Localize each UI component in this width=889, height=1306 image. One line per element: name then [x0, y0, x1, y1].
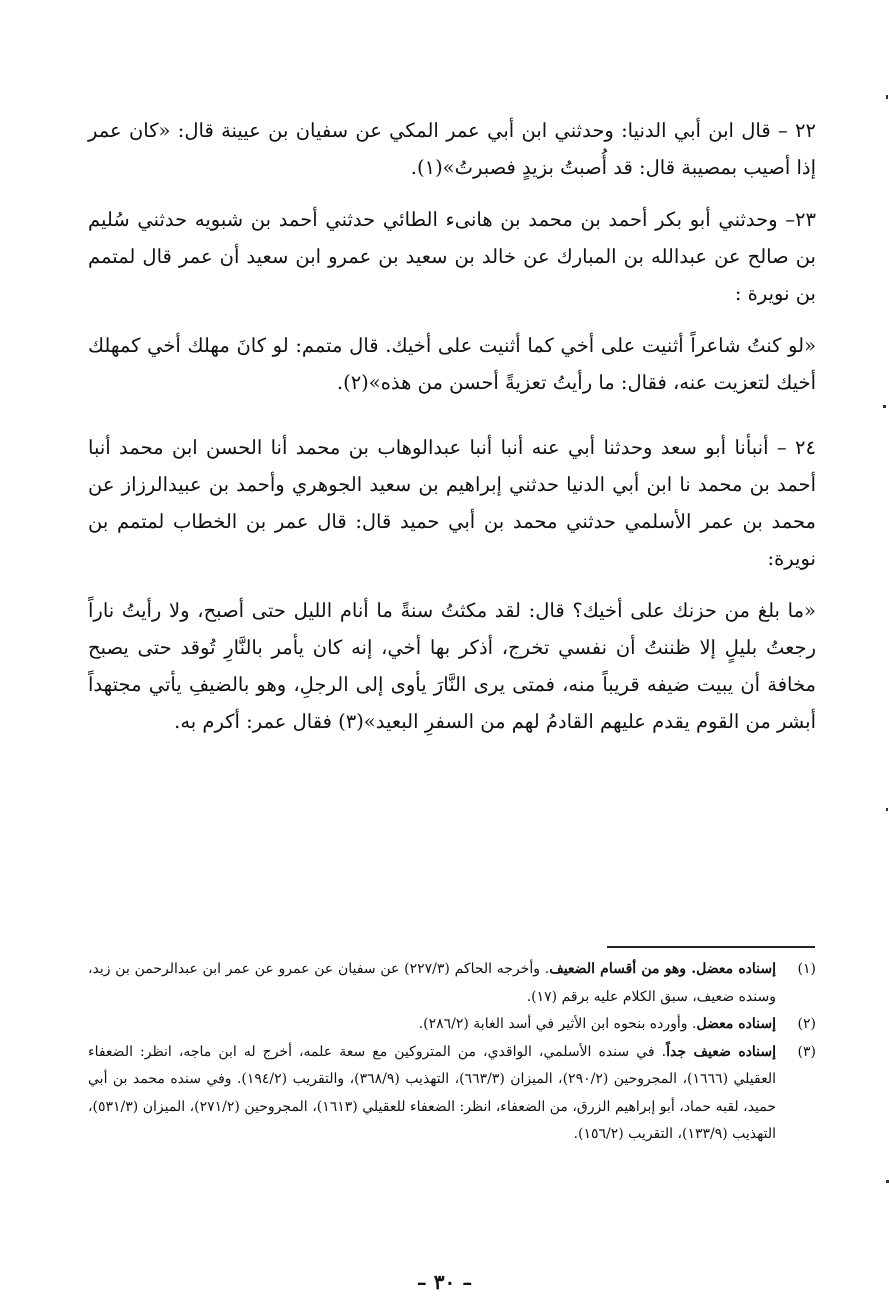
paragraph-22: ٢٢ – قال ابن أبي الدنيا: وحدثني ابن أبي عمر المكي عن سفيان بن عيينة قال: «كان عمر إذا أصيب بمصيبة قال: قد أُصبتُ بزيدٍ فصبرتُ»(١).	[88, 119, 816, 179]
footnote-verdict: إسناده معضل. وهو من أقسام الضعيف	[549, 961, 776, 977]
footnotes	[88, 956, 816, 1149]
footnote-2	[88, 1011, 816, 1039]
paragraph-23: ٢٣– وحدثني أبو بكر أحمد بن محمد بن هانىء الطائي حدثني أحمد بن شبويه حدثني سُليم بن صالح عن عبدالله بن المبارك عن خالد بن سعيد بن عمرو ابن سعيد أن عمر قال لمتمم بن نويرة :	[88, 208, 816, 305]
quote-23: «لو كنتُ شاعراً أثنيت على أخي كما أثنيت على أخيك. قال متمم: لو كانَ مهلك أخي كمهلك أخيك لتعزيت عنه، فقال: ما رأيتُ تعزيةً أحسن من هذه»(٢).	[88, 334, 816, 394]
footnote-text: . في سنده الأسلمي، الواقدي، من المتروكين مع سعة علمه، أخرج له ابن ماجه، انظر: الضعفاء العقيلي (١٦٦٦)، المجروحين (٢٩٠/٢)، الميزان (٦٦٣/٣)، التهذيب (٣٦٨/٩)، والتقريب (١٩٤/٢). وفي سنده محمد بن أبي حميد، لقبه حماد، أبو إبراهيم الزرق، من الضعفاء، انظر: الضعفاء للعقيلي (١٦١٣)، المجروحين (٢٧١/٢)، الميزان (٥٣١/٣)، التهذيب (١٣٣/٩)، التقريب (١٥٦/٢).	[88, 1043, 777, 1142]
footnote-number: (٣)	[797, 1043, 816, 1060]
footnote-3	[88, 1039, 816, 1149]
footnote-verdict: إسناده معضل	[696, 1016, 776, 1032]
footnote-divider	[607, 946, 815, 948]
footnote-number: (١)	[797, 961, 816, 977]
quote-24: «ما بلغ من حزنك على أخيك؟ قال: لقد مكثتُ سنةً ما أنام الليل حتى أصبح، ولا رأيتُ ناراً رجعتُ بليلٍ إلا ظننتُ أن نفسي تخرج، أذكر بها أخي، إنه كان يأمر بالنَّارِ تُوقد حتى يصبح مخافة أن يبيت ضيفه قريباً منه، فمتى يرى النَّارَ يأوى إلى الرجلِ، وهو بالضيفِ يأتي مجتهداً أبشر من القوم يقدم عليهم القادمُ لهم من السفرِ البعيد»(٣) فقال عمر: أكرم به.	[88, 599, 816, 733]
footnote-verdict: إسناده ضعيف جداً	[666, 1043, 776, 1060]
footnote-text: . وأخرجه الحاكم (٢٢٧/٣) عن سفيان عن عمرو عن عمر ابن عبدالرحمن بن زيد، وسنده ضعيف، سبق الكلام عليه برقم (١٧).	[88, 961, 776, 1005]
footnote-text: . وأورده بنحوه ابن الأثير في أسد الغابة (٢٨٦/٢).	[418, 1016, 697, 1032]
paragraph-24: ٢٤ – أنبأنا أبو سعد وحدثنا أبي عنه أنبا أنبا عبدالوهاب بن محمد أنا الحسن ابن محمد أنبا أحمد بن محمد نا ابن أبي الدنيا حدثني إبراهيم بن سعيد الجوهري وأحمد بن عبيدالرزاز عن محمد بن عمر الأسلمي حدثني محمد بن أبي حميد قال: قال عمر بن الخطاب لمتمم بن نويرة:	[88, 436, 816, 570]
scan-speck	[886, 95, 888, 99]
main-text	[88, 112, 816, 755]
footnote-number: (٢)	[797, 1016, 816, 1032]
footnote-1	[88, 956, 816, 1011]
scan-speck	[886, 808, 888, 811]
page-number: – ٣٠ –	[416, 1270, 473, 1294]
scan-speck	[883, 405, 886, 408]
